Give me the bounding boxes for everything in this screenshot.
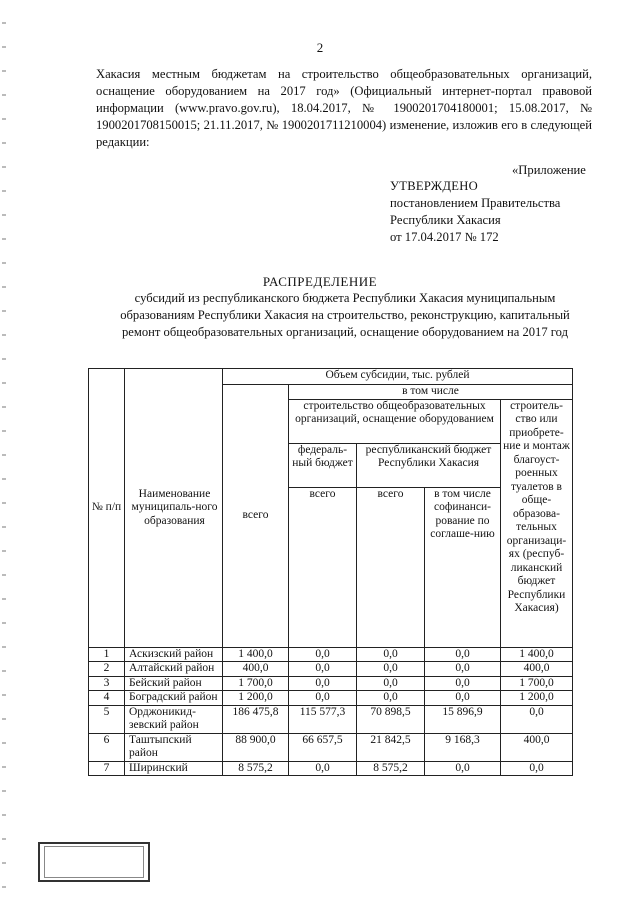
row-num: 6: [89, 733, 125, 761]
approval-line-2: Республики Хакасия: [390, 213, 501, 227]
row-toilets: 1 200,0: [501, 691, 573, 706]
header-republic-total: всего: [357, 487, 425, 647]
row-name: Боградский район: [125, 691, 223, 706]
subsidy-distribution-table: [88, 368, 573, 776]
row-cofinancing: 15 896,9: [425, 705, 501, 733]
row-republic: 8 575,2: [357, 761, 425, 776]
row-cofinancing: 0,0: [425, 662, 501, 677]
row-federal: 0,0: [289, 647, 357, 662]
approval-block: [390, 178, 560, 246]
intro-text: Хакасия местным бюджетам на строительство общеобразовательных организаций, оснащение оборудованием на 2017 год» (Официальный интернет-портал правовой информации (www.pravo.gov.ru), 18.04.2017, № 1900201704180001; 15.08.2017, № 1900201708150015; 21.11.2017, № 1900201711210004) изменение, изложив его в следующей редакции:: [96, 67, 592, 149]
row-num: 3: [89, 676, 125, 691]
row-num: 2: [89, 662, 125, 677]
approval-line-1: постановлением Правительства: [390, 196, 561, 210]
document-subtitle: субсидий из республиканского бюджета Республики Хакасия муниципальным образованиям Республики Хакасия на строительство, реконструкцию, капитальный ремонт общеобразовательных организаций, оснащение оборудованием на 2017 год: [120, 291, 570, 339]
intro-paragraph: [96, 66, 592, 151]
row-total: 8 575,2: [223, 761, 289, 776]
header-republic: республиканский бюджет Республики Хакасия: [357, 443, 501, 487]
row-toilets: 1 700,0: [501, 676, 573, 691]
table-row: [89, 761, 573, 776]
document-title: РАСПРЕДЕЛЕНИЕ: [262, 274, 378, 289]
row-federal: 66 657,5: [289, 733, 357, 761]
row-toilets: 400,0: [501, 662, 573, 677]
row-cofinancing: 0,0: [425, 761, 501, 776]
header-cofinancing: в том числе софинанси-рование по соглаше-нию: [425, 487, 501, 647]
row-name: Ширинский: [125, 761, 223, 776]
row-toilets: 1 400,0: [501, 647, 573, 662]
row-cofinancing: 9 168,3: [425, 733, 501, 761]
row-republic: 0,0: [357, 691, 425, 706]
row-republic: 0,0: [357, 676, 425, 691]
row-federal: 0,0: [289, 676, 357, 691]
row-republic: 0,0: [357, 647, 425, 662]
appendix-label: «Приложение: [512, 163, 586, 177]
row-name: Орджоникид-зевский район: [125, 705, 223, 733]
approval-heading: УТВЕРЖДЕНО: [390, 179, 479, 193]
header-federal-total: всего: [289, 487, 357, 647]
row-num: 5: [89, 705, 125, 733]
row-total: 400,0: [223, 662, 289, 677]
row-total: 1 700,0: [223, 676, 289, 691]
row-federal: 0,0: [289, 662, 357, 677]
row-name: Алтайский район: [125, 662, 223, 677]
header-num: № п/п: [89, 369, 125, 648]
header-construction: строительство общеобразовательных организаций, оснащение оборудованием: [289, 399, 501, 443]
table-row: [89, 647, 573, 662]
header-including: в том числе: [289, 385, 573, 400]
stamp-frame: [44, 846, 144, 878]
row-name: Аскизский район: [125, 647, 223, 662]
header-name: Наименование муниципаль-ного образования: [125, 369, 223, 648]
table-row: [89, 705, 573, 733]
row-total: 186 475,8: [223, 705, 289, 733]
row-total: 1 400,0: [223, 647, 289, 662]
table-row: [89, 662, 573, 677]
row-cofinancing: 0,0: [425, 691, 501, 706]
row-republic: 0,0: [357, 662, 425, 677]
row-num: 7: [89, 761, 125, 776]
row-name: Таштыпский район: [125, 733, 223, 761]
row-total: 88 900,0: [223, 733, 289, 761]
table-row: [89, 676, 573, 691]
row-total: 1 200,0: [223, 691, 289, 706]
row-federal: 115 577,3: [289, 705, 357, 733]
row-toilets: 0,0: [501, 705, 573, 733]
row-name: Бейский район: [125, 676, 223, 691]
table-row: [89, 691, 573, 706]
approval-line-3: от 17.04.2017 № 172: [390, 230, 499, 244]
row-toilets: 400,0: [501, 733, 573, 761]
row-cofinancing: 0,0: [425, 676, 501, 691]
header-federal: федераль-ный бюджет: [289, 443, 357, 487]
row-toilets: 0,0: [501, 761, 573, 776]
row-num: 4: [89, 691, 125, 706]
row-cofinancing: 0,0: [425, 647, 501, 662]
page-number: 2: [316, 40, 324, 55]
row-republic: 70 898,5: [357, 705, 425, 733]
scan-edge-marks: [2, 0, 6, 905]
registration-stamp: [38, 842, 150, 882]
row-federal: 0,0: [289, 761, 357, 776]
row-republic: 21 842,5: [357, 733, 425, 761]
row-federal: 0,0: [289, 691, 357, 706]
table-row: [89, 733, 573, 761]
header-toilets: строитель-ство или приобрете-ние и монтаж благоуст-роенных туалетов в обще-образова-тельных организаци-ях (респуб-ликанский бюджет Республики Хакасия): [501, 399, 573, 647]
header-total: всего: [223, 385, 289, 648]
row-num: 1: [89, 647, 125, 662]
header-volume: Объем субсидии, тыс. рублей: [223, 369, 573, 385]
